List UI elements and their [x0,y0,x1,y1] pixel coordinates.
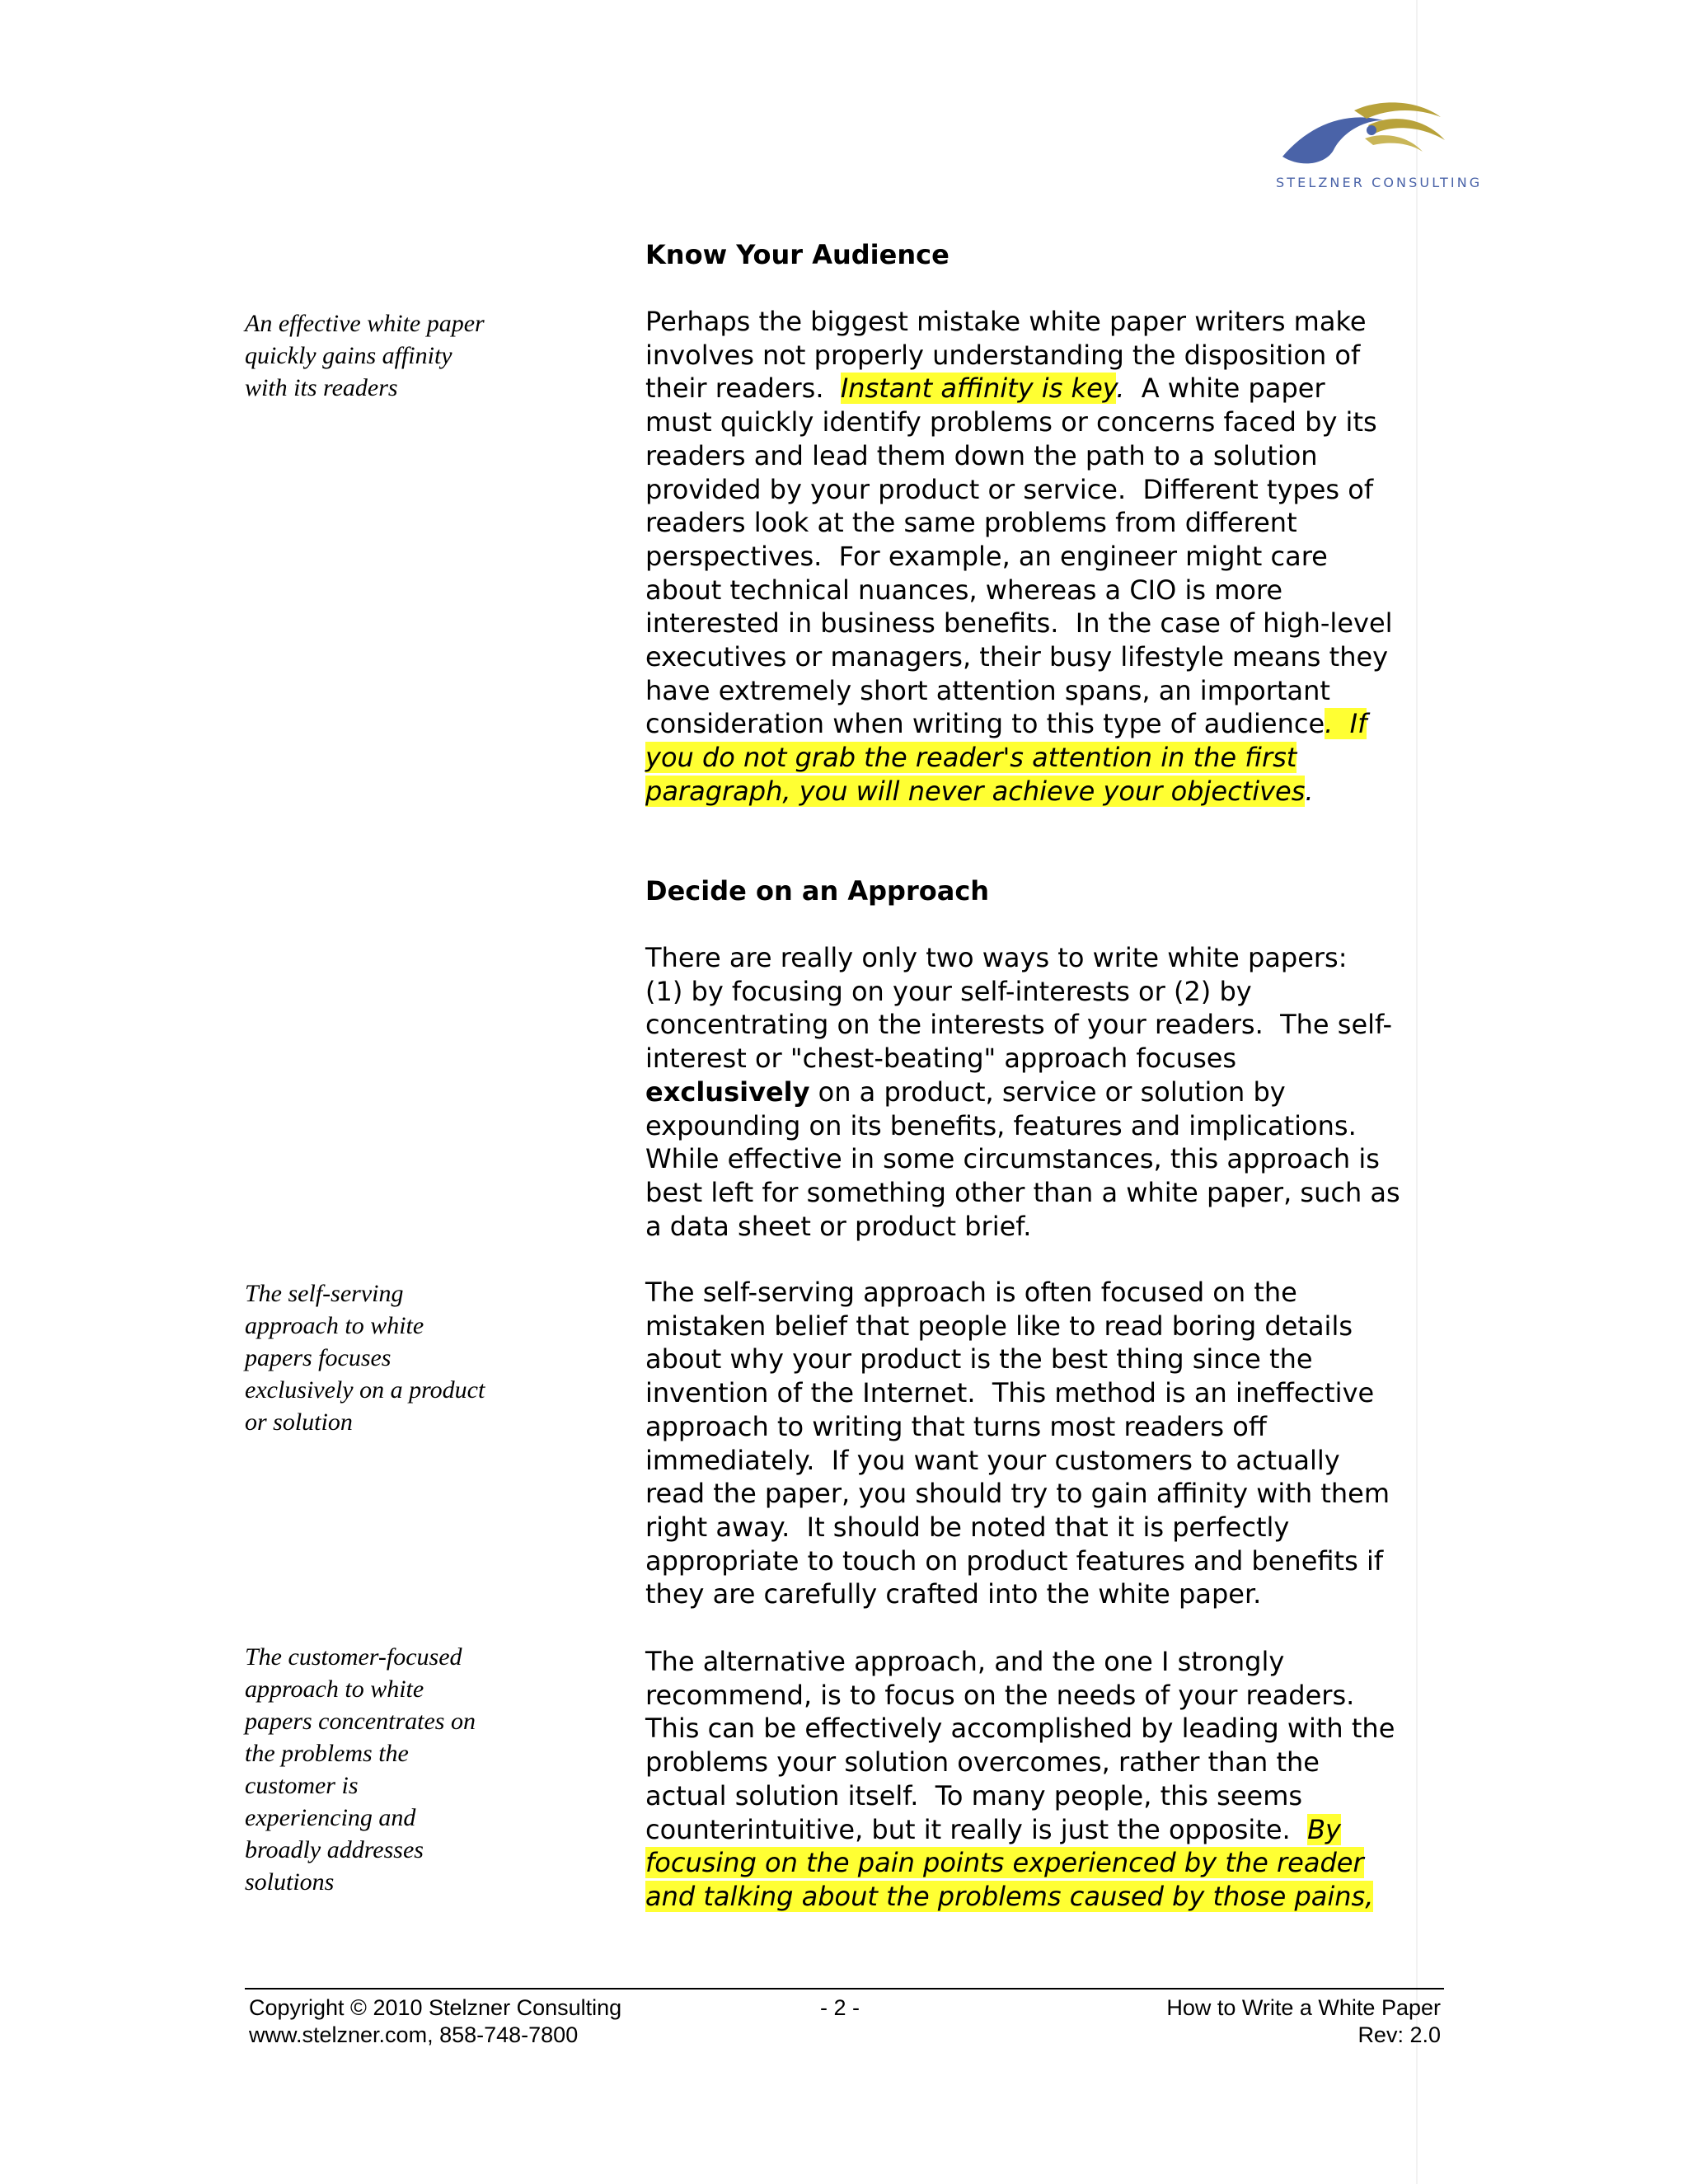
text-line: While effective in some circumstances, this approach is [645,1143,1380,1175]
text-line: perspectives. For example, an engineer might care [645,540,1328,572]
text-line: provided by your product or service. Different types of [645,473,1374,505]
margin-note-affinity [245,307,525,404]
text-line: The alternative approach, and the one I strongly [645,1646,1285,1677]
logo-wordmark: STELZNER CONSULTING [1276,175,1483,190]
text-line: concentrating on the interests of your readers. The self- [645,1009,1393,1041]
footer-divider [245,1988,1444,1990]
text-line: readers and lead them down the path to a solution [645,439,1318,471]
text-line [645,372,1461,405]
text-line: about technical nuances, whereas a CIO is more [645,574,1283,606]
text-line: interested in business benefits. In the case of high-level [645,607,1393,640]
paragraph-approach-3 [645,1645,1461,1914]
margin-note-line: The customer-focused [245,1643,462,1671]
paragraph-audience [645,305,1461,808]
text-line: have extremely short attention spans, an important [645,674,1330,706]
margin-note-line: approach to white [245,1675,424,1703]
margin-note-line: papers focuses [245,1344,392,1371]
text-run: counterintuitive, but it really is just the opposite. [645,1813,1308,1845]
text-line: invention of the Internet. This method is an ineffective [645,1377,1375,1409]
margin-note-line: the problems the [245,1740,409,1767]
margin-note-line: customer is [245,1772,359,1799]
text-line [645,1076,1461,1109]
margin-note-line: quickly gains affinity [245,342,452,369]
margin-note-line: or solution [245,1408,353,1436]
text-line: actual solution itself. To many people, this seems [645,1779,1303,1811]
text-run: consideration when writing to this type of audience [645,708,1325,740]
footer-document-title: How to Write a White Paper [1166,1995,1441,2020]
text-line [645,741,1461,775]
footer-page-number: - 2 - [820,1995,860,2020]
margin-note-line: solutions [245,1868,335,1896]
text-line [645,707,1461,741]
bold-text: exclusively [645,1076,810,1108]
text-line: problems your solution overcomes, rather than the [645,1746,1320,1779]
section-heading-approach: Decide on an Approach [645,875,990,907]
margin-note-line: The self-serving [245,1280,404,1307]
text-line [645,1880,1461,1914]
margin-note-line: approach to white [245,1312,424,1339]
text-line: about why your product is the best thing since the [645,1343,1313,1376]
text-line: This can be effectively accomplished by leading with the [645,1713,1395,1745]
text-line: readers look at the same problems from different [645,507,1297,539]
text-run: . [1116,373,1125,405]
footer-copyright: Copyright © 2010 Stelzner Consulting [249,1995,622,2020]
text-line: interest or "chest-beating" approach focuses [645,1043,1237,1075]
text-line: There are really only two ways to write white papers: [645,942,1348,973]
text-line: must quickly identify problems or concerns faced by its [645,406,1377,438]
text-run: . [1305,775,1314,807]
text-line [645,775,1461,808]
highlighted-text: and talking about the problems caused by those pains, [645,1880,1374,1912]
text-run: A white paper [1124,373,1325,405]
text-line: executives or managers, their busy lifestyle means they [645,641,1389,673]
text-line: recommend, is to focus on the needs of your readers. [645,1679,1355,1711]
footer-contact: www.stelzner.com, 858-748-7800 [249,2022,579,2047]
margin-note-self-serving [245,1277,525,1438]
text-line: mistaken belief that people like to read boring details [645,1310,1353,1342]
text-line: appropriate to touch on product features and benefits if [645,1544,1384,1577]
stelzner-logo [1276,92,1483,199]
highlighted-text: By [1307,1813,1341,1845]
paragraph-approach-1 [645,941,1461,1243]
margin-note-line: An effective white paper [245,310,485,337]
footer-revision: Rev: 2.0 [1357,2022,1441,2047]
section-heading-audience: Know Your Audience [645,239,950,270]
text-line: best left for something other than a white paper, such as [645,1176,1400,1208]
highlighted-text: you do not grab the reader's attention in the first [645,742,1297,774]
margin-note-line: papers concentrates on [245,1708,476,1735]
text-run: on a product, service or solution by [809,1076,1286,1108]
margin-note-line: exclusively on a product [245,1376,485,1404]
highlighted-text: paragraph, you will never achieve your objectives [645,775,1306,807]
paragraph-approach-2 [645,1276,1461,1611]
margin-note-line: with its readers [245,374,398,401]
text-line: read the paper, you should try to gain affinity with them [645,1478,1390,1510]
text-line: Perhaps the biggest mistake white paper writers make [645,306,1367,337]
text-line [645,1813,1461,1847]
highlighted-text: focusing on the pain points experienced by the reader [645,1847,1364,1879]
text-line: The self-serving approach is often focused on the [645,1277,1297,1308]
eye-swoosh-icon [1276,92,1457,175]
text-run: their readers. [645,373,841,405]
highlighted-text: Instant affinity is key [840,373,1117,405]
text-line: (1) by focusing on your self-interests or (2) by [645,975,1252,1007]
margin-note-line: experiencing and [245,1804,416,1831]
text-line: immediately. If you want your customers to actually [645,1444,1340,1476]
highlighted-text: . If [1325,708,1367,740]
text-line: expounding on its benefits, features and implications. [645,1109,1357,1141]
text-line: involves not properly understanding the disposition of [645,339,1361,371]
text-line: a data sheet or product brief. [645,1210,1032,1242]
text-line: they are carefully crafted into the white paper. [645,1578,1262,1610]
margin-note-line: broadly addresses [245,1836,424,1863]
text-line: right away. It should be noted that it is perfectly [645,1511,1290,1543]
text-line: approach to writing that turns most readers off [645,1410,1267,1442]
text-line [645,1846,1461,1880]
margin-note-customer-focused [245,1641,525,1898]
